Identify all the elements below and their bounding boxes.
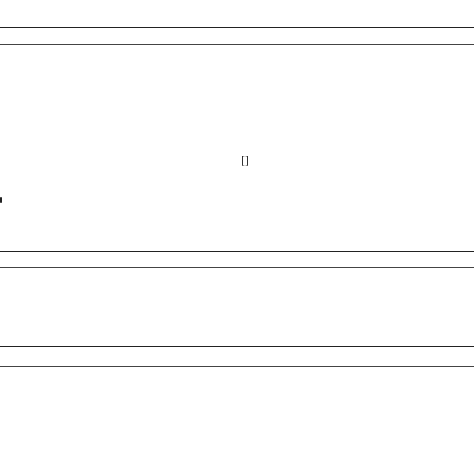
section-rule-geometry <box>0 366 474 367</box>
header-rule <box>0 27 474 28</box>
implementation-cell: [] <box>241 155 249 167</box>
section-rule-dem <box>0 44 474 45</box>
margin-mark <box>0 197 2 203</box>
section-end-rule <box>0 346 474 347</box>
section-rule-other <box>0 267 474 268</box>
table-row <box>0 154 474 183</box>
section-end-rule <box>0 251 474 252</box>
